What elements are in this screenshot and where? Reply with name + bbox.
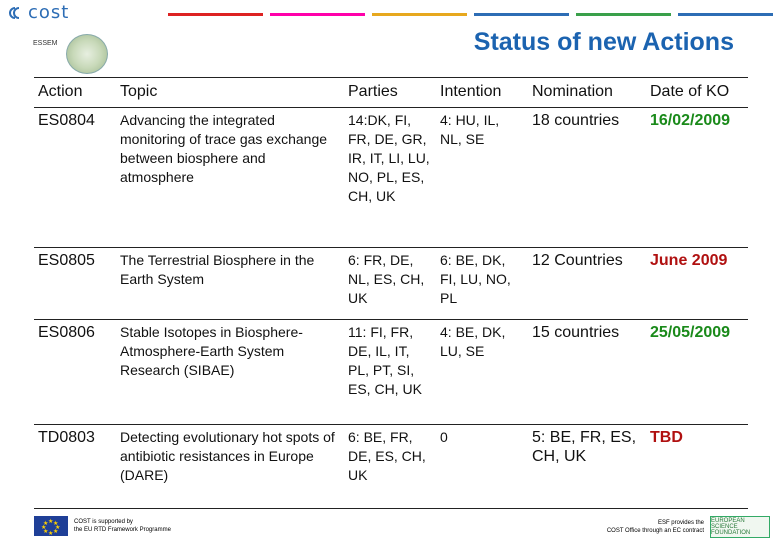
table-row [34,425,748,509]
essem-logo [66,34,108,74]
column-header-intention: Intention [436,78,528,108]
table-row [34,320,748,425]
parties-cell: 6: BE, FR, DE, ES, CH, UK [344,425,436,509]
date-cell: TBD [646,425,748,509]
action-code: ES0806 [34,320,116,425]
date-cell: June 2009 [646,248,748,320]
intention-cell: 4: HU, IL, NL, SE [436,108,528,248]
date-cell: 25/05/2009 [646,320,748,425]
column-header-topic: Topic [116,78,344,108]
parties-cell: 14:DK, FI, FR, DE, GR, IR, IT, LI, LU, NO, PL, ES, CH, UK [344,108,436,248]
footer-left-line2: the EU RTD Framework Programme [74,527,171,533]
intention-cell: 0 [436,425,528,509]
essem-label: ESSEM [33,40,58,47]
parties-cell: 6: FR, DE, NL, ES, CH, UK [344,248,436,320]
intention-cell: 6: BE, DK, FI, LU, NO, PL [436,248,528,320]
actions-table [34,77,748,509]
footer-right-line2: COST Office through an EC contract [606,528,704,534]
page-title: Status of new Actions [473,28,734,56]
nomination-cell: 15 countries [528,320,646,425]
footer-left-text [74,518,171,534]
footer-right-text [607,519,704,535]
nomination-cell: 5: BE, FR, ES, CH, UK [528,425,646,509]
action-code: ES0804 [34,108,116,248]
esf-logo: EUROPEAN SCIENCE FOUNDATION [710,516,770,538]
cost-logo-text: cost [28,2,70,23]
footer-right [607,516,770,538]
table-row [34,248,748,320]
nomination-cell: 18 countries [528,108,646,248]
column-header-parties: Parties [344,78,436,108]
topic-cell: Detecting evolutionary hot spots of antibiotic resistances in Europe (DARE) [116,425,344,509]
parties-cell: 11: FI, FR, DE, IL, IT, PL, PT, SI, ES, CH, UK [344,320,436,425]
table-row [34,108,748,248]
column-header-date: Date of KO [646,78,748,108]
header-decoration-bars [0,13,780,17]
intention-cell: 4: BE, DK, LU, SE [436,320,528,425]
nomination-cell: 12 Countries [528,248,646,320]
column-header-nomination: Nomination [528,78,646,108]
action-code: ES0805 [34,248,116,320]
date-cell: 16/02/2009 [646,108,748,248]
footer-left [34,516,171,536]
footer-right-line1: ESF provides the [657,520,704,526]
topic-cell: Stable Isotopes in Biosphere-Atmosphere-Earth System Research (SIBAE) [116,320,344,425]
topic-cell: Advancing the integrated monitoring of trace gas exchange between biosphere and atmosphere [116,108,344,248]
action-code: TD0803 [34,425,116,509]
column-header-action: Action [34,78,116,108]
table-header-row [34,78,748,108]
topic-cell: The Terrestrial Biosphere in the Earth System [116,248,344,320]
eu-flag-icon: ★ ★ ★ ★ ★ ★ ★ ★ [34,516,68,536]
footer-left-line1: COST is supported by [74,519,133,525]
